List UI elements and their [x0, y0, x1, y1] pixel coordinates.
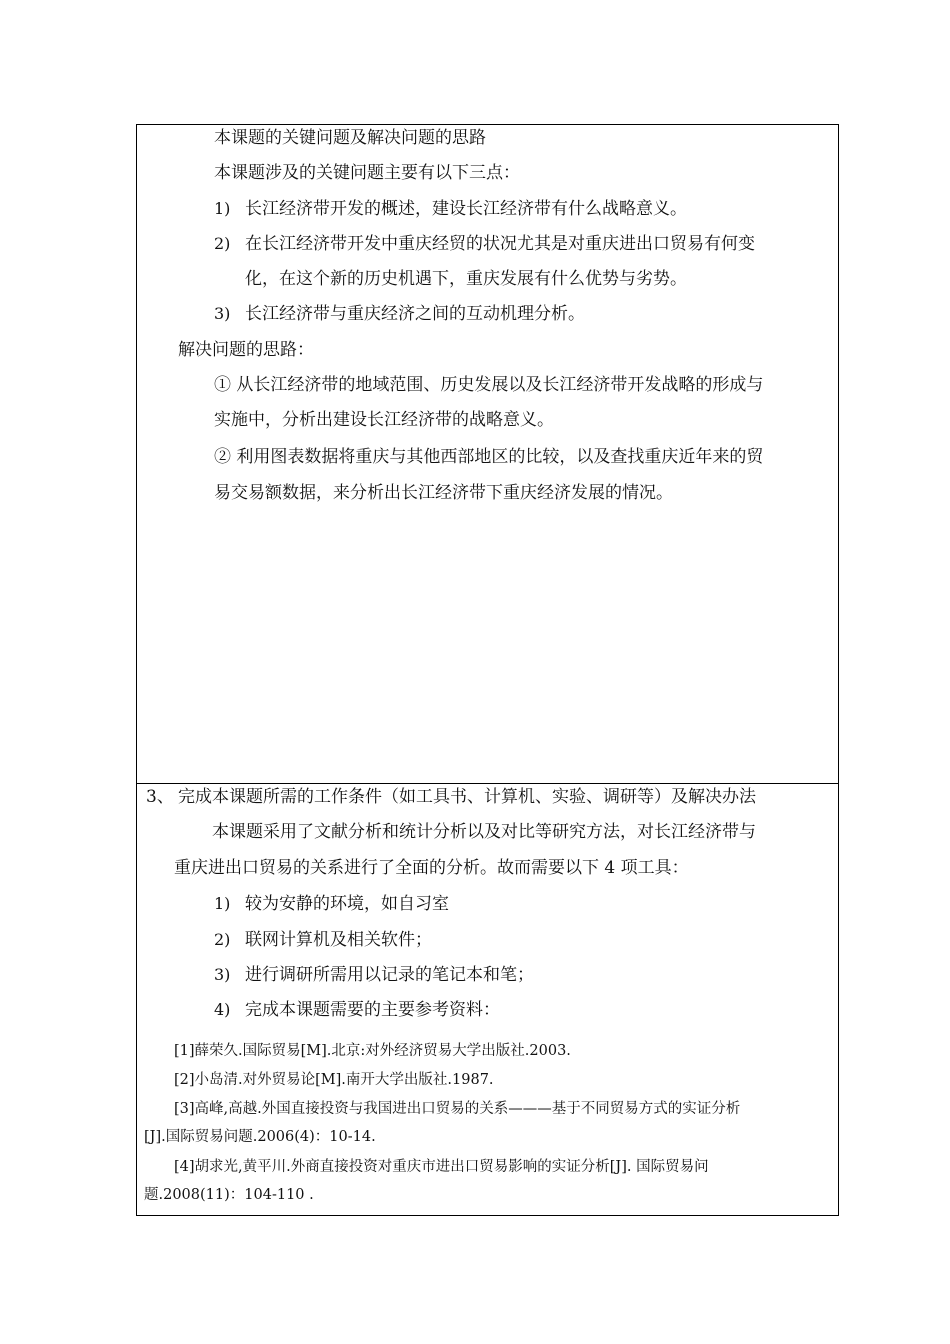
issue-2-text-line2: 化，在这个新的历史机遇下，重庆发展有什么优势与劣势。 — [245, 269, 687, 289]
reference-4-line2: 题.2008(11)：104-110 . — [144, 1187, 314, 1203]
reference-2: [2]小岛清.对外贸易论[M].南开大学出版社.1987. — [174, 1072, 494, 1088]
tool-3-number: 3) — [214, 965, 231, 984]
tool-1-number: 1) — [214, 894, 231, 913]
reference-4-line1: [4]胡求光,黄平川.外商直接投资对重庆市进出口贸易影响的实证分析[J]. 国际贸易问 — [174, 1159, 709, 1175]
approach-1-line1: ① 从长江经济带的地域范围、历史发展以及长江经济带开发战略的形成与 — [214, 375, 764, 395]
section1-intro: 本课题涉及的关键问题主要有以下三点： — [214, 163, 520, 183]
table-row-divider — [136, 783, 839, 784]
reference-3-line2: [J].国际贸易问题.2006(4)：10-14. — [144, 1129, 376, 1145]
section3-number: 3、 — [146, 787, 174, 807]
approach-2-line1: ② 利用图表数据将重庆与其他西部地区的比较，以及查找重庆近年来的贸 — [214, 447, 764, 467]
issue-3-text: 长江经济带与重庆经济之间的互动机理分析。 — [245, 304, 585, 324]
reference-1: [1]薛荣久.国际贸易[M].北京:对外经济贸易大学出版社.2003. — [174, 1043, 571, 1059]
issue-2-text-line1: 在长江经济带开发中重庆经贸的状况尤其是对重庆进出口贸易有何变 — [245, 234, 755, 254]
issue-3-number: 3) — [214, 304, 231, 323]
issue-1-text: 长江经济带开发的概述，建设长江经济带有什么战略意义。 — [245, 199, 687, 219]
section1-heading: 本课题的关键问题及解决问题的思路 — [214, 128, 486, 148]
issue-1-number: 1) — [214, 199, 231, 218]
reference-3-line1: [3]高峰,高越.外国直接投资与我国进出口贸易的关系———基于不同贸易方式的实证分析 — [174, 1101, 741, 1117]
tool-4-text: 完成本课题需要的主要参考资料： — [245, 1000, 500, 1020]
section3-paragraph-line2: 重庆进出口贸易的关系进行了全面的分析。故而需要以下 4 项工具： — [174, 858, 689, 878]
approach-heading: 解决问题的思路： — [178, 340, 314, 360]
approach-2-line2: 易交易额数据，来分析出长江经济带下重庆经济发展的情况。 — [214, 483, 673, 503]
tool-3-text: 进行调研所需用以记录的笔记本和笔； — [245, 965, 534, 985]
tool-2-text: 联网计算机及相关软件； — [245, 930, 432, 950]
tool-1-text: 较为安静的环境，如自习室 — [245, 894, 449, 914]
issue-2-number: 2) — [214, 234, 231, 253]
section3-paragraph-line1: 本课题采用了文献分析和统计分析以及对比等研究方法，对长江经济带与 — [212, 822, 756, 842]
tool-4-number: 4) — [214, 1000, 231, 1019]
section3-heading: 完成本课题所需的工作条件（如工具书、计算机、实验、调研等）及解决办法 — [178, 787, 756, 807]
approach-1-line2: 实施中，分析出建设长江经济带的战略意义。 — [214, 410, 554, 430]
tool-2-number: 2) — [214, 930, 231, 949]
